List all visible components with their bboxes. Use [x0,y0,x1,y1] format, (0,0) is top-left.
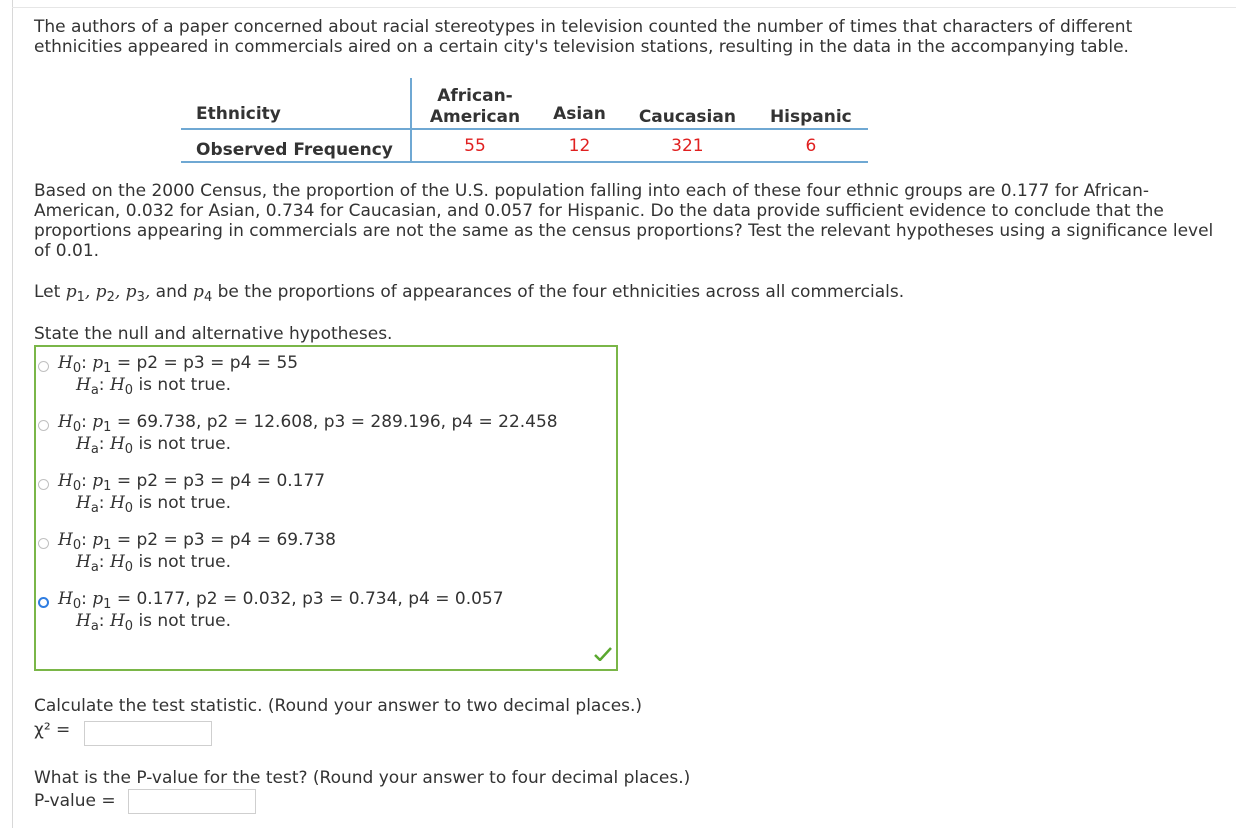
ha-option-2: is not true. [138,434,231,454]
top-divider [12,7,1236,8]
ha-option-4: is not true. [138,552,231,572]
h0-option-2: = 69.738, p2 = 12.608, p3 = 289.196, p4 = 22.458 [116,412,558,432]
option-3[interactable]: $H_0$: $p_1 = p2 = p3 = p4 = 0.177$ $H_a$: $H_0$ is not true. [36,471,616,521]
intro-text: The authors of a paper concerned about racial stereotypes in television counted the number of times that characters of different ethnicities appeared in commercials aired on a certain city's television stations, resulting in the data in the accompanying table. [34,17,1133,57]
row-label-observed: Observed Frequency [181,129,411,162]
hypotheses-prompt: State the null and alternative hypotheses. [34,324,393,344]
ha-option-1: is not true. [138,375,231,395]
h0-option-3: = p2 = p3 = p4 = 0.177 [116,471,326,491]
hypotheses-options [34,345,618,671]
value-caucasian: 321 [621,129,754,162]
option-5[interactable]: $H_0$: $p_1 = 0.177$, p2 = 0.032, p3 = 0.734, p4 = 0.057 $H_a$: $H_0$ is not true. [36,589,616,639]
left-divider [12,0,13,828]
ha-option-5: is not true. [138,611,231,631]
chi-square-input[interactable] [84,721,212,746]
p-value-prompt: What is the P-value for the test? (Round your answer to four decimal places.) [34,768,691,788]
row-label-ethnicity: Ethnicity [181,78,411,129]
col-hispanic: Hispanic [754,78,868,129]
option-1[interactable]: $H_0$: $p_1 = p2 = p3 = p4 = 55$ $H_a$: $H_0$ is not true. [36,353,616,403]
radio-option-5-selected[interactable] [38,597,49,608]
value-african-american: 55 [411,129,538,162]
table-row-observed [181,129,868,162]
let-suffix: be the proportions of appearances of the four ethnicities across all commercials. [217,282,905,302]
let-p-text: Let $p_1$, $p_2$, $p_3$, and $p_4$ be the proportions of appearances of the four ethnicities across all commercials. [34,282,905,305]
table-header-row [181,78,868,129]
h0-option-4: = p2 = p3 = p4 = 69.738 [116,530,336,550]
census-text: Based on the 2000 Census, the proportion of the U.S. population falling into each of these four ethnic groups are 0.177 for African-American, 0.032 for Asian, 0.734 for Caucasian, and 0.057 for Hispanic. Do the data provide sufficient evidence to conclude that the proportions appearing in commercials are not the same as the census proportions? Test the relevant hypotheses using a significance level of 0.01. [34,181,1214,261]
value-hispanic: 6 [754,129,868,162]
let-prefix: Let [34,282,61,302]
radio-option-4[interactable] [38,538,49,549]
radio-option-2[interactable] [38,420,49,431]
p-value-label: P-value = [34,791,116,811]
p-value-input[interactable] [128,789,256,814]
col-african-american: African- American [411,78,538,129]
radio-option-3[interactable] [38,479,49,490]
col-asian: Asian [538,78,621,129]
option-2[interactable]: $H_0$: $p_1 = 69.738$, p2 = 12.608, p3 = 289.196, p4 = 22.458 $H_a$: $H_0$ is not true. [36,412,616,462]
col-caucasian: Caucasian [621,78,754,129]
radio-option-1[interactable] [38,361,49,372]
frequency-table [181,78,868,163]
h0-option-5: = 0.177, p2 = 0.032, p3 = 0.734, p4 = 0.057 [116,589,504,609]
option-4[interactable]: $H_0$: $p_1 = p2 = p3 = p4 = 69.738$ $H_a$: $H_0$ is not true. [36,530,616,580]
test-statistic-prompt: Calculate the test statistic. (Round your answer to two decimal places.) [34,696,643,716]
value-asian: 12 [538,129,621,162]
ha-option-3: is not true. [138,493,231,513]
check-icon [594,647,612,661]
h0-option-1: = p2 = p3 = p4 = 55 [116,353,299,373]
chi-square-label: χ² = [34,720,71,740]
